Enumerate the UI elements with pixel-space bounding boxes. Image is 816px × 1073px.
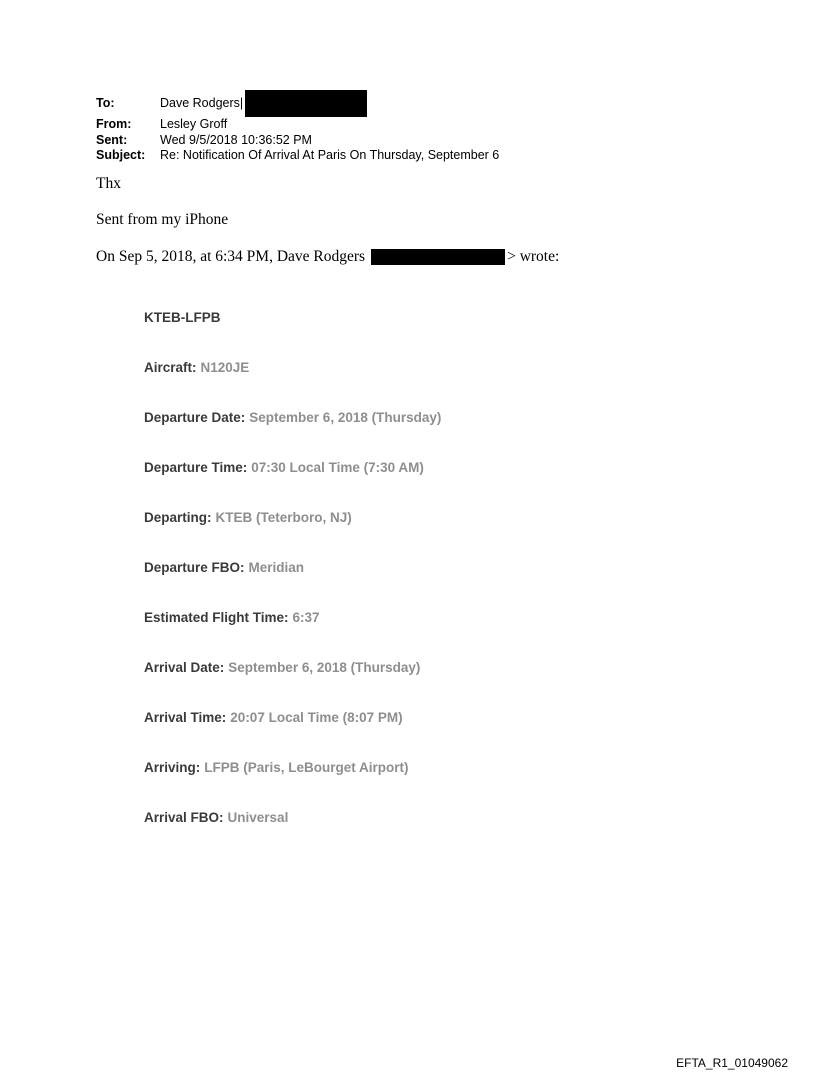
sent-label: Sent: bbox=[96, 132, 128, 147]
sent-value: Wed 9/5/2018 10:36:52 PM bbox=[160, 132, 312, 147]
field-label: Arrival Time: bbox=[144, 710, 227, 725]
field-value: 07:30 Local Time (7:30 AM) bbox=[251, 460, 424, 475]
field-value: September 6, 2018 (Thursday) bbox=[228, 660, 421, 675]
route-row bbox=[144, 310, 441, 360]
arrival-time-row bbox=[144, 710, 441, 760]
quote-prefix: On Sep 5, 2018, at 6:34 PM, Dave Rodgers bbox=[96, 248, 366, 265]
field-value: Meridian bbox=[248, 560, 305, 575]
field-value: KTEB (Teterboro, NJ) bbox=[215, 510, 352, 525]
field-value: LFPB (Paris, LeBourget Airport) bbox=[204, 760, 409, 775]
field-label: Arriving: bbox=[144, 760, 201, 775]
subject-label: Subject: bbox=[96, 148, 146, 162]
field-value: Universal bbox=[227, 810, 289, 825]
from-value: Lesley Groff bbox=[160, 117, 228, 131]
field-label: Departing: bbox=[144, 510, 212, 525]
reply-text: Thx bbox=[96, 175, 121, 192]
field-value: September 6, 2018 (Thursday) bbox=[249, 410, 442, 425]
flight-details bbox=[144, 310, 441, 860]
arrival-date-row bbox=[144, 660, 441, 710]
quote-suffix: > wrote: bbox=[507, 248, 560, 265]
from-label: From: bbox=[96, 117, 132, 131]
field-label: Estimated Flight Time: bbox=[144, 610, 289, 625]
field-label: Departure FBO: bbox=[144, 560, 245, 575]
subject-row bbox=[96, 148, 499, 164]
departure-date-row bbox=[144, 410, 441, 460]
to-name: Dave Rodgers| bbox=[160, 96, 244, 110]
field-value: N120JE bbox=[200, 360, 250, 375]
subject-value: Re: Notification Of Arrival At Paris On Thursday, September 6 bbox=[160, 148, 500, 162]
field-label: Arrival FBO: bbox=[144, 810, 224, 825]
redaction-box bbox=[371, 249, 505, 265]
from-row bbox=[96, 117, 499, 133]
flight-time-row bbox=[144, 610, 441, 660]
field-value: 6:37 bbox=[292, 610, 320, 625]
arriving-row bbox=[144, 760, 441, 810]
departure-time-row bbox=[144, 460, 441, 510]
signature-text: Sent from my iPhone bbox=[96, 211, 229, 228]
sent-row bbox=[96, 133, 499, 149]
field-value: 20:07 Local Time (8:07 PM) bbox=[230, 710, 403, 725]
field-label: Arrival Date: bbox=[144, 660, 225, 675]
to-row bbox=[96, 96, 499, 117]
to-label: To: bbox=[96, 96, 115, 110]
arrival-fbo-row bbox=[144, 810, 441, 860]
document-id: EFTA_R1_01049062 bbox=[676, 1056, 788, 1070]
route-label: KTEB-LFPB bbox=[144, 310, 221, 325]
departure-fbo-row bbox=[144, 560, 441, 610]
field-label: Departure Date: bbox=[144, 410, 246, 425]
email-header bbox=[96, 96, 499, 164]
aircraft-row bbox=[144, 360, 441, 410]
field-label: Aircraft: bbox=[144, 360, 197, 375]
to-value bbox=[160, 96, 367, 117]
departing-row bbox=[144, 510, 441, 560]
field-label: Departure Time: bbox=[144, 460, 248, 475]
redaction-box bbox=[245, 90, 367, 117]
quote-attribution bbox=[96, 248, 559, 266]
